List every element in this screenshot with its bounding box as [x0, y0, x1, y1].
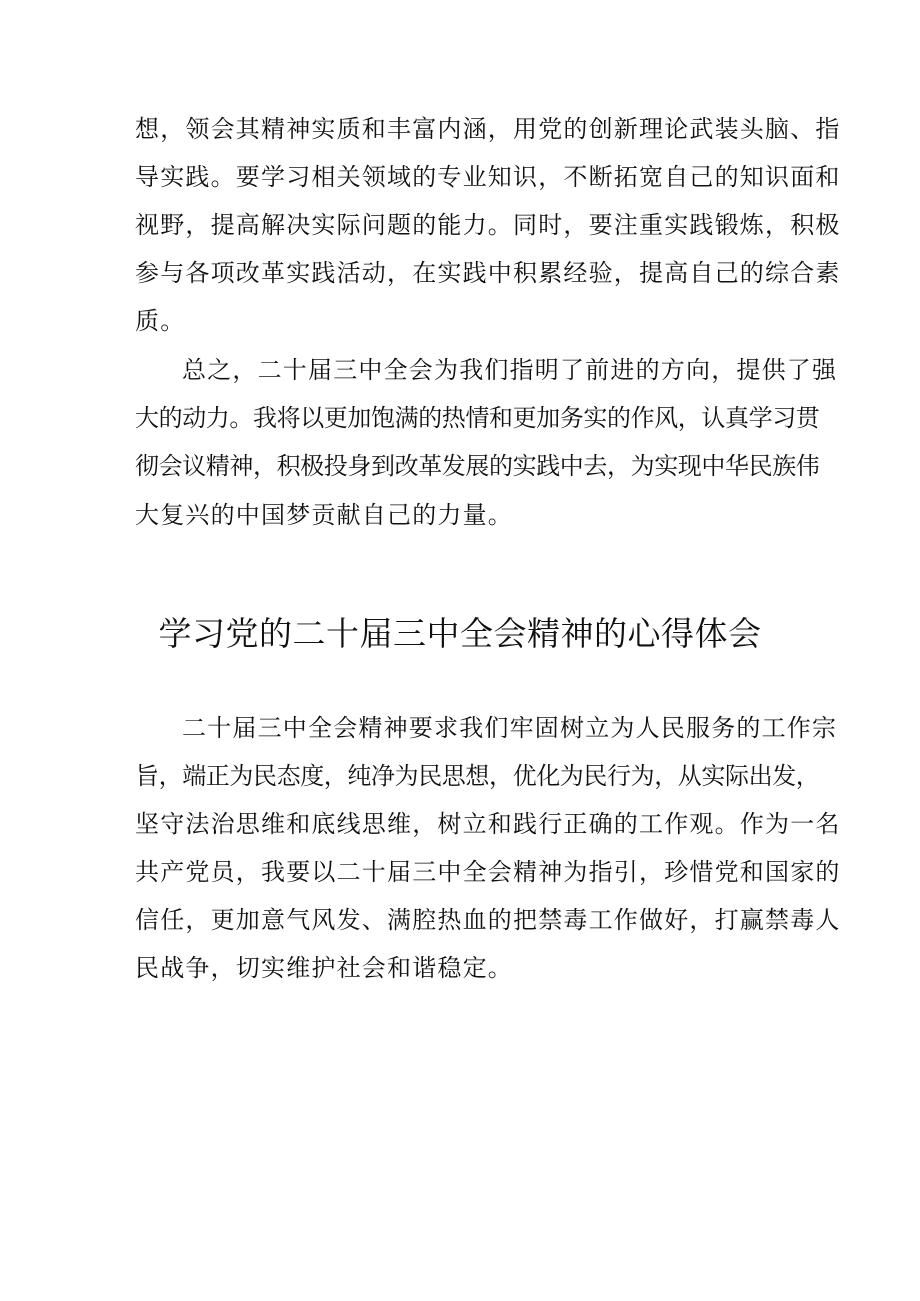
paragraph-line: 旨，端正为民态度，纯净为民思想，优化为民行为，从实际出发， [135, 762, 820, 790]
paragraph-line: 参与各项改革实践活动，在实践中积累经验，提高自己的综合素 [135, 259, 841, 287]
paragraph-line: 大复兴的中国梦贡献自己的力量。 [135, 501, 513, 529]
paragraph-line: 总之，二十届三中全会为我们指明了前进的方向，提供了强 [182, 356, 838, 384]
paragraph-line: 彻会议精神，积极投身到改革发展的实践中去，为实现中华民族伟 [135, 452, 820, 480]
paragraph-line: 民战争，切实维护社会和谐稳定。 [135, 954, 513, 982]
paragraph-line: 导实践。要学习相关领域的专业知识，不断拓宽自己的知识面和 [135, 163, 841, 191]
section-title: 学习党的二十届三中全会精神的心得体会 [158, 614, 762, 653]
paragraph-line: 大的动力。我将以更加饱满的热情和更加务实的作风，认真学习贯 [135, 404, 820, 432]
paragraph-line: 二十届三中全会精神要求我们牢固树立为人民服务的工作宗 [182, 714, 838, 742]
paragraph-line: 想，领会其精神实质和丰富内涵，用党的创新理论武装头脑、指 [135, 115, 841, 143]
paragraph-line: 信任，更加意气风发、满腔热血的把禁毒工作做好，打赢禁毒人 [135, 906, 841, 934]
paragraph-line: 坚守法治思维和底线思维，树立和践行正确的工作观。作为一名 [135, 810, 841, 838]
paragraph-line: 质。 [135, 307, 186, 335]
paragraph-line: 共产党员，我要以二十届三中全会精神为指引，珍惜党和国家的 [135, 858, 841, 886]
paragraph-line: 视野，提高解决实际问题的能力。同时，要注重实践锻炼，积极 [135, 211, 841, 239]
